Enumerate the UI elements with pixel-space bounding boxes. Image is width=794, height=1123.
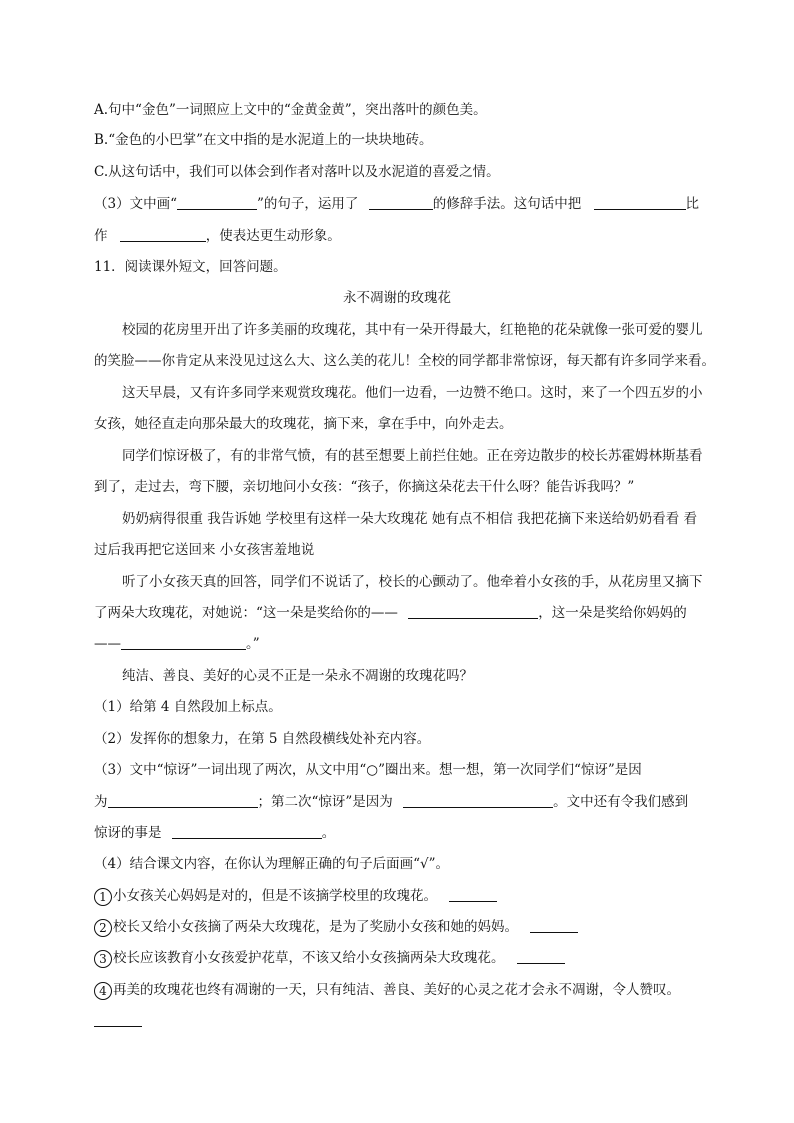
answer-blank[interactable] bbox=[108, 793, 258, 808]
statement-1: 1 小女孩关心妈妈是对的，但是不该摘学校里的玫瑰花。 bbox=[94, 886, 497, 906]
option-b: B.“金色的小巴掌”在文中指的是水泥道上的一块块地砖。 bbox=[94, 132, 433, 148]
check-blank[interactable] bbox=[530, 918, 578, 933]
question-3-line3: 惊讶的事是 。 bbox=[94, 825, 336, 841]
q11-heading: 11．阅读课外短文，回答问题。 bbox=[94, 259, 287, 275]
answer-blank[interactable] bbox=[403, 793, 553, 808]
passage-p2-line2: 女孩，她径直走向那朵最大的玫瑰花，摘下来，拿在手中，向外走去。 bbox=[94, 416, 513, 432]
passage-p1-line2: 的笑脸——你肯定从来没见过这么大、这么美的花儿！全校的同学都非常惊讶，每天都有许多同学来看。 bbox=[94, 353, 715, 369]
passage-p4-line1: 奶奶病得很重 我告诉她 学校里有这样一朵大玫瑰花 她有点不相信 我把花摘下来送给奶奶看看 看 bbox=[122, 511, 697, 527]
passage-p6: 纯洁、善良、美好的心灵不正是一朵永不凋谢的玫瑰花吗？ bbox=[122, 668, 473, 684]
question-4: （4）结合课文内容，在你认为理解正确的句子后面画“√”。 bbox=[94, 856, 449, 872]
answer-blank[interactable] bbox=[120, 227, 206, 242]
passage-title: 永不凋谢的玫瑰花 bbox=[343, 290, 451, 306]
answer-blank[interactable] bbox=[594, 195, 686, 210]
question-1: （1）给第 4 自然段加上标点。 bbox=[94, 699, 282, 715]
q10-3-line2: 作 ，使表达更生动形象。 bbox=[94, 228, 341, 244]
q10-3-line1: （3）文中画“ ”的句子，运用了 的修辞手法。这句话中把 比 bbox=[94, 196, 699, 212]
question-2: （2）发挥你的想象力，在第 5 自然段横线处补充内容。 bbox=[94, 731, 431, 747]
circled-number-3: 3 bbox=[94, 950, 112, 968]
option-a: A.句中“金色”一词照应上文中的“金黄金黄”，突出落叶的颜色美。 bbox=[94, 102, 487, 118]
answer-blank[interactable] bbox=[172, 824, 322, 839]
circled-number-2: 2 bbox=[94, 919, 112, 937]
answer-blank[interactable] bbox=[121, 635, 246, 650]
passage-p5-line1: 听了小女孩天真的回答，同学们不说话了，校长的心颤动了。他牵着小女孩的手，从花房里又摘下 bbox=[122, 574, 703, 590]
circled-number-4: 4 bbox=[94, 982, 112, 1000]
question-3-line1: （3）文中“惊讶”一词出现了两次，从文中用“○”圈出来。想一想，第一次同学们“惊讶”是因 bbox=[94, 762, 642, 778]
answer-blank[interactable] bbox=[408, 604, 538, 619]
passage-p4-line2: 过后我再把它送回来 小女孩害羞地说 bbox=[94, 542, 315, 558]
check-blank[interactable] bbox=[449, 887, 497, 902]
passage-p3-line1: 同学们惊讶极了，有的非常气愤，有的甚至想要上前拦住她。正在旁边散步的校长苏霍姆林斯基看 bbox=[122, 448, 703, 464]
question-3-line2: 为 ；第二次“惊讶”是因为 。文中还有令我们感到 bbox=[94, 794, 689, 810]
statement-3: 3 校长应该教育小女孩爱护花草，不该又给小女孩摘两朵大玫瑰花。 bbox=[94, 948, 565, 968]
passage-p2-line1: 这天早晨，又有许多同学来观赏玫瑰花。他们一边看，一边赞不绝口。这时，来了一个四五岁的小 bbox=[122, 385, 703, 401]
answer-blank[interactable] bbox=[177, 195, 257, 210]
check-blank[interactable] bbox=[94, 1012, 142, 1027]
passage-p5-line3: —— 。” bbox=[94, 636, 260, 652]
option-c: C.从这句话中，我们可以体会到作者对落叶以及水泥道的喜爱之情。 bbox=[94, 164, 500, 180]
passage-p3-line2: 到了，走过去，弯下腰，亲切地问小女孩：“孩子，你摘这朵花去干什么呀？能告诉我吗？” bbox=[94, 479, 635, 495]
statement-2: 2 校长又给小女孩摘了两朵大玫瑰花，是为了奖励小女孩和她的妈妈。 bbox=[94, 917, 578, 937]
circled-number-1: 1 bbox=[94, 888, 112, 906]
answer-blank[interactable] bbox=[369, 195, 433, 210]
statement-4-blank-line bbox=[94, 1011, 142, 1031]
statement-4: 4 再美的玫瑰花也终有凋谢的一天，只有纯洁、善良、美好的心灵之花才会永不凋谢，令人赞叹。 bbox=[94, 980, 680, 1000]
passage-p5-line2: 了两朵大玫瑰花，对她说：“这一朵是奖给你的—— ，这一朵是奖给你妈妈的 bbox=[94, 605, 687, 621]
check-blank[interactable] bbox=[517, 949, 565, 964]
passage-p1-line1: 校园的花房里开出了许多美丽的玫瑰花，其中有一朵开得最大，红艳艳的花朵就像一张可爱的婴儿 bbox=[122, 322, 703, 338]
